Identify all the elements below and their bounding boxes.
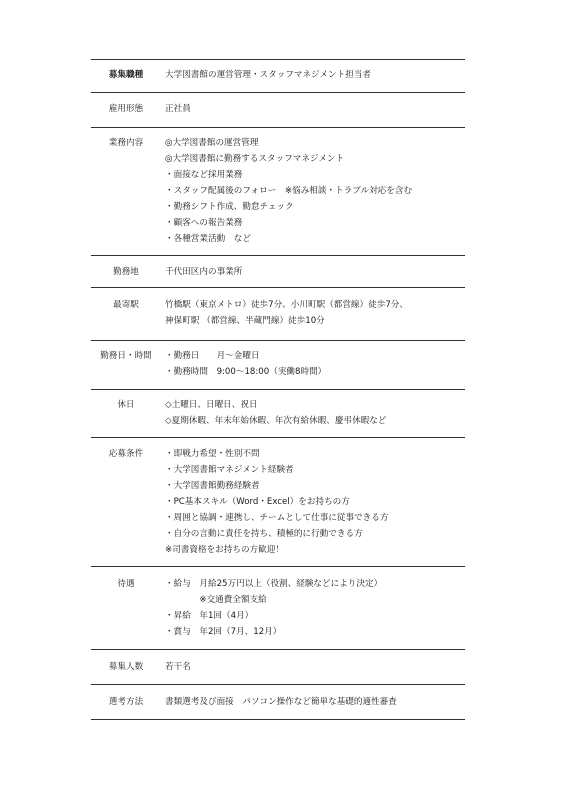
value-line: ◎大学図書館に勤務するスタッフマネジメント xyxy=(165,154,345,164)
row-value xyxy=(165,659,465,675)
value-line: ・即戦力希望・性別不問 xyxy=(165,449,260,459)
row-value xyxy=(165,446,465,558)
divider xyxy=(91,719,465,720)
row-value xyxy=(165,264,465,280)
value-line: ※司書資格をお持ちの方歓迎！ xyxy=(165,545,284,555)
divider xyxy=(91,59,465,60)
row-value xyxy=(165,397,465,429)
value-line: ・勤務シフト作成、勤怠チェック xyxy=(165,202,294,212)
row-value xyxy=(165,135,465,247)
row-label: 雇用形態 xyxy=(108,104,144,114)
value-line: 千代田区内の事業所 xyxy=(165,267,243,277)
value-line: ・勤務時間 9:00～18:00（実働8時間） xyxy=(165,367,327,377)
row-label: 募集人数 xyxy=(108,662,144,672)
value-line: ・昇給 年1回（4月） xyxy=(165,611,254,621)
row-value xyxy=(165,576,465,640)
value-line: ・賞与 年2回（7月、12月） xyxy=(165,627,282,637)
value-line: ・大学図書館勤務経験者 xyxy=(165,481,260,491)
row-label: 勤務地 xyxy=(113,267,139,277)
value-line: ・大学図書館マネジメント経験者 xyxy=(165,465,294,475)
value-line: ・面接など採用業務 xyxy=(165,170,243,180)
divider xyxy=(91,127,465,128)
row-value xyxy=(165,694,465,710)
row-label: 応募条件 xyxy=(108,449,144,459)
value-line: 神保町駅 （都営線、半蔵門線）徒歩10分 xyxy=(165,316,325,326)
row-value xyxy=(165,67,465,83)
value-line: ・勤務日 月～金曜日 xyxy=(165,351,260,361)
value-line: ◇土曜日、日曜日、祝日 xyxy=(165,400,258,410)
value-line: 竹橋駅（東京メトロ）徒歩7分、小川町駅（都営線）徒歩7分、 xyxy=(165,300,408,310)
divider xyxy=(91,255,465,256)
value-line: ・PC基本スキル（Word・Excel）をお持ちの方 xyxy=(165,497,350,507)
value-line: 正社員 xyxy=(165,104,191,114)
value-line: ※交通費全額支給 xyxy=(165,595,267,605)
row-label: 最寄駅 xyxy=(113,300,139,310)
divider xyxy=(91,340,465,341)
value-line: ◇夏期休暇、年末年始休暇、年次有給休暇、慶弔休暇など xyxy=(165,416,387,426)
row-label: 業務内容 xyxy=(108,138,144,148)
row-value xyxy=(165,101,465,117)
row-label: 休日 xyxy=(117,400,135,410)
row-label: 選考方法 xyxy=(108,697,144,707)
divider xyxy=(91,566,465,567)
value-line: ・給与 月給25万円以上（役割、経験などにより決定） xyxy=(165,579,383,589)
value-line: ◎大学図書館の運営管理 xyxy=(165,138,259,148)
value-line: ・各種営業活動 など xyxy=(165,234,251,244)
divider xyxy=(91,287,465,288)
value-line: ・周囲と協調・連携し、チームとして仕事に従事できる方 xyxy=(165,513,389,523)
value-line: 若干名 xyxy=(165,662,191,672)
value-line: ・自分の言動に責任を持ち、積極的に行動できる方 xyxy=(165,529,363,539)
value-line: ・顧客への報告業務 xyxy=(165,218,243,228)
value-line: 大学図書館の運営管理・スタッフマネジメント担当者 xyxy=(165,70,371,80)
row-value xyxy=(165,348,465,380)
row-label: 勤務日・時間 xyxy=(100,351,152,361)
row-value xyxy=(165,297,465,329)
divider xyxy=(91,437,465,438)
row-label: 募集職種 xyxy=(108,70,144,80)
divider xyxy=(91,389,465,390)
value-line: ・スタッフ配属後のフォロー ※悩み相談・トラブル対応を含む xyxy=(165,186,413,196)
value-line: 書類選考及び面接 パソコン操作など簡単な基礎的適性審査 xyxy=(165,697,397,707)
divider xyxy=(91,684,465,685)
row-label: 待遇 xyxy=(117,579,135,589)
divider xyxy=(91,92,465,93)
divider xyxy=(91,649,465,650)
